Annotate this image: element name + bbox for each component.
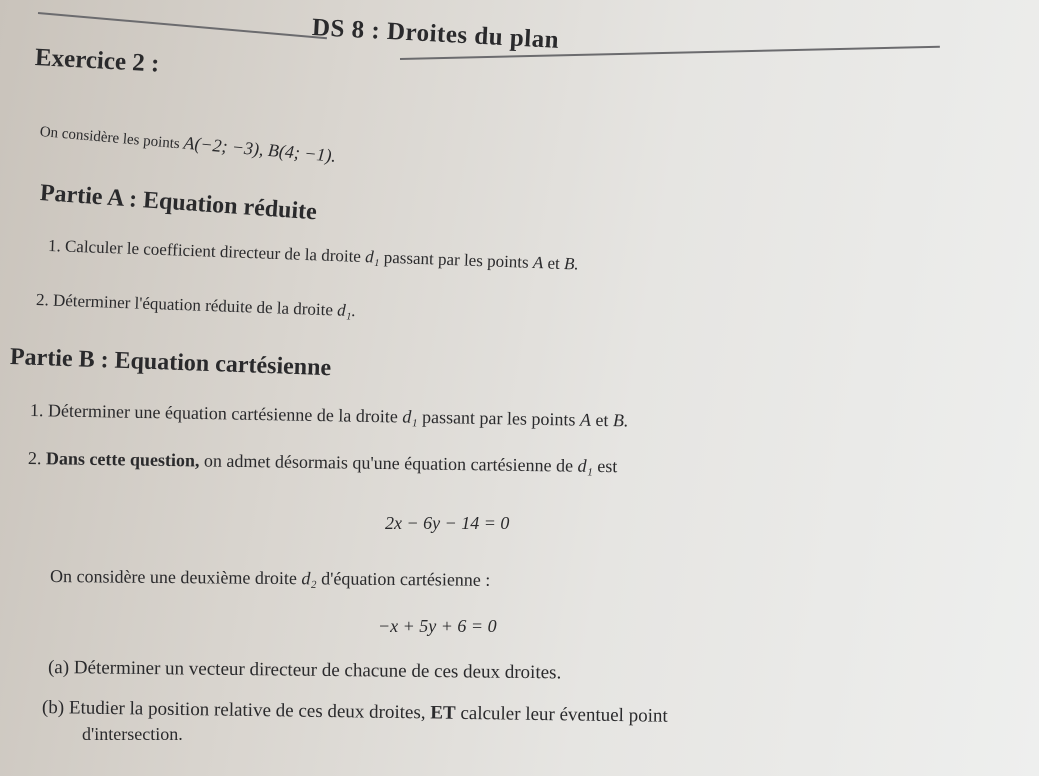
- question-text: Calculer le coefficient directeur de la droite: [64, 236, 362, 266]
- part-a-question-2: [36, 290, 357, 321]
- question-text: On considère une deuxième droite: [49, 566, 298, 589]
- question-text: et: [547, 253, 561, 273]
- question-number: 1.: [47, 236, 62, 256]
- math-var: A: [532, 252, 544, 273]
- intro-points: A(−2; −3), B(4; −1).: [182, 132, 337, 166]
- math-var: d₁.: [336, 300, 357, 321]
- question-text: Déterminer une équation cartésienne de la droite: [47, 400, 398, 427]
- intro-text: [39, 120, 337, 167]
- question-text: on admet désormais qu'une équation cartésienne de: [203, 450, 574, 476]
- question-text: Déterminer un vecteur directeur de chacune de ces deux droites.: [73, 657, 562, 684]
- question-number: 2.: [35, 290, 50, 310]
- part-a-title: Partie A : Equation réduite: [39, 180, 318, 226]
- question-text: passant par les points: [421, 406, 576, 430]
- math-var: d₁: [402, 406, 418, 427]
- subquestion-b-continued: d'intersection.: [82, 724, 183, 744]
- equation-d1: 2x − 6y − 14 = 0: [385, 513, 510, 533]
- math-var: d₁: [577, 455, 593, 476]
- math-var: B.: [563, 254, 580, 274]
- part-a-question-1: [48, 236, 579, 275]
- question-text: est: [597, 455, 618, 477]
- math-var: B.: [612, 410, 629, 431]
- header-rule-left: [38, 12, 327, 39]
- part-b-question-2: [28, 448, 618, 477]
- equation-d2: −x + 5y + 6 = 0: [378, 616, 497, 636]
- consider-d2-text: [50, 566, 491, 591]
- question-number: 2.: [27, 448, 42, 469]
- question-number: 1.: [29, 400, 44, 421]
- question-text: d'équation cartésienne :: [321, 568, 491, 590]
- exercise-title: Exercice 2 :: [34, 44, 161, 78]
- question-text: et: [595, 409, 609, 431]
- question-text: passant par les points: [383, 247, 530, 272]
- math-var: d₁: [364, 247, 380, 267]
- question-text: Etudier la position relative de ces deux droites,: [68, 697, 426, 724]
- math-var: A: [579, 409, 592, 430]
- intro-label: On considère les points: [39, 124, 181, 153]
- math-var: d₂: [301, 568, 317, 589]
- subquestion-label: (a): [47, 657, 70, 679]
- page-title: DS 8 : Droites du plan: [311, 14, 560, 54]
- subquestion-a: [48, 657, 561, 684]
- question-text: calculer leur éventuel point: [460, 702, 668, 727]
- part-b-title: Partie B : Equation cartésienne: [9, 344, 332, 382]
- question-text: Déterminer l'équation réduite de la droite: [52, 290, 334, 320]
- subquestion-label: (b): [41, 697, 65, 719]
- question-emphasis: ET: [430, 702, 456, 724]
- question-emphasis: Dans cette question,: [45, 448, 200, 471]
- part-b-question-1: [30, 400, 629, 431]
